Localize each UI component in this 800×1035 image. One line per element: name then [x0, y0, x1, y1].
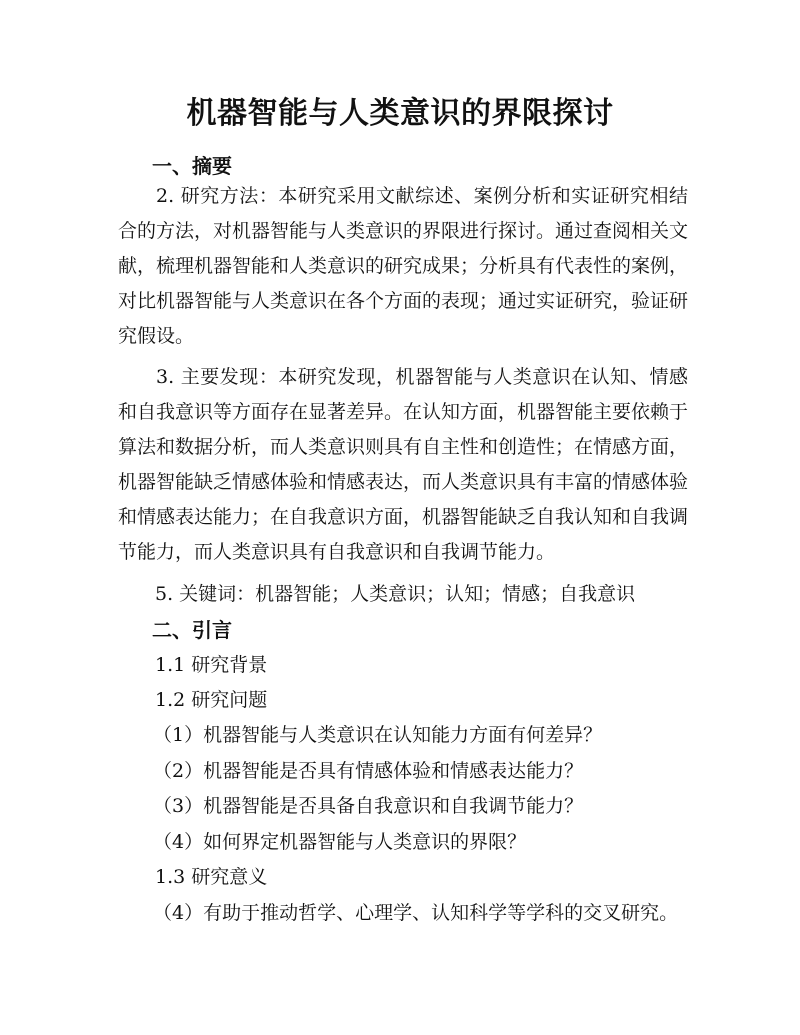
question-item: （4）如何界定机器智能与人类意识的界限？ [153, 831, 527, 853]
document-title: 机器智能与人类意识的界限探讨 [186, 96, 614, 131]
significance-item: （4）有助于推动哲学、心理学、认知科学等学科的交叉研究。 [153, 902, 679, 924]
question-item: （3）机器智能是否具备自我意识和自我调节能力？ [153, 795, 584, 817]
keywords-line: 5. 关键词：机器智能；人类意识；认知；情感；自我意识 [155, 583, 636, 605]
subsection-research-questions: 1.2 研究问题 [155, 689, 268, 711]
section-heading-abstract: 一、摘要 [152, 154, 232, 178]
subsection-research-background: 1.1 研究背景 [155, 654, 268, 676]
question-item: （1）机器智能与人类意识在认知能力方面有何差异？ [153, 724, 603, 746]
subsection-research-significance: 1.3 研究意义 [155, 866, 268, 888]
section-heading-introduction: 二、引言 [152, 618, 232, 642]
paragraph-research-method: 2. 研究方法：本研究采用文献综述、案例分析和实证研究相结合的方法，对机器智能与人类意识的界限进行探讨。通过查阅相关文献，梳理机器智能和人类意识的研究成果；分析具有代表性的案例，对比机器智能与人类意识在各个方面的表现；通过实证研究，验证研究假设。 [118, 185, 689, 347]
question-item: （2）机器智能是否具有情感体验和情感表达能力？ [153, 760, 584, 782]
paragraph-main-findings: 3. 主要发现：本研究发现，机器智能与人类意识在认知、情感和自我意识等方面存在显著差异。在认知方面，机器智能主要依赖于算法和数据分析，而人类意识则具有自主性和创造性；在情感方面，机器智能缺乏情感体验和情感表达，而人类意识具有丰富的情感体验和情感表达能力；在自我意识方面，机器智能缺乏自我认知和自我调节能力，而人类意识具有自我意识和自我调节能力。 [118, 366, 689, 563]
